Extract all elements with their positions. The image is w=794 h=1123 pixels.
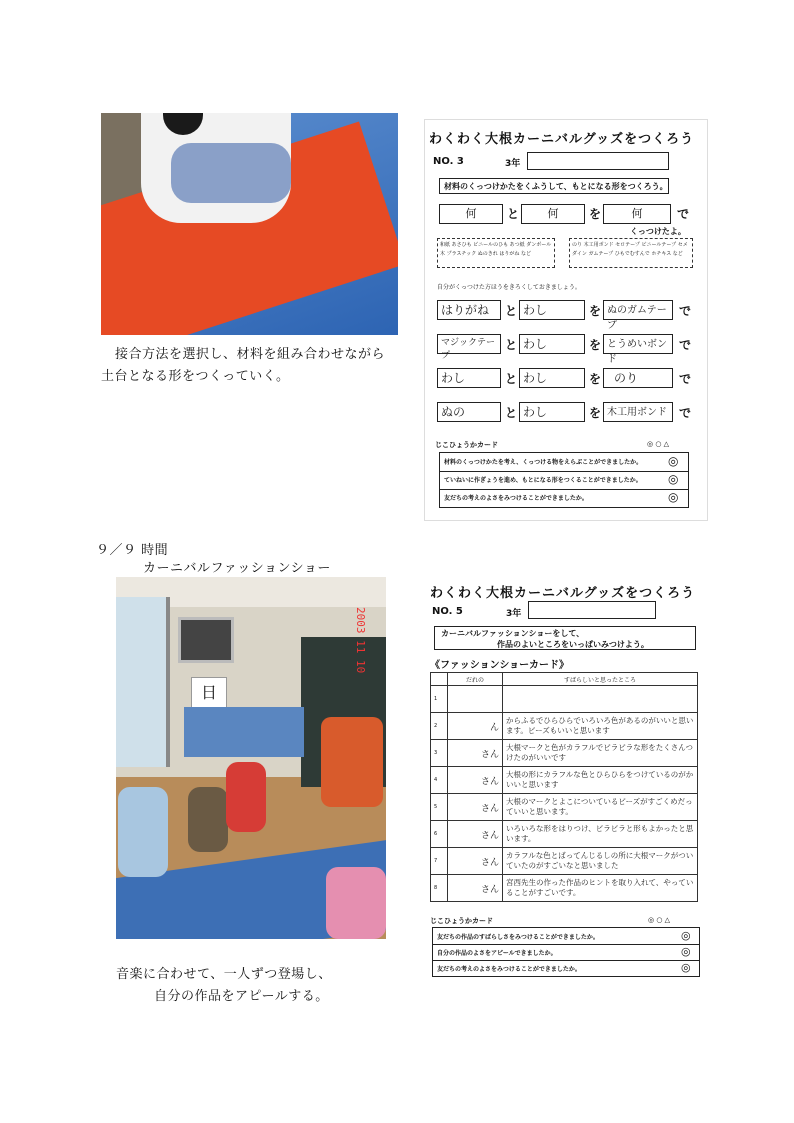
instruction-box: 材料のくっつけかたをくふうして、もとになる形をつくろう。 <box>439 178 669 194</box>
header-what-3: 何 <box>603 204 671 224</box>
header-what-2: 何 <box>521 204 585 224</box>
row-text: 大根マークと色がカラフルでビラビラな形をたくさんつけたのがいいです <box>503 740 698 767</box>
answer-row <box>437 300 699 331</box>
conn-de: で <box>679 338 692 352</box>
row-text: 大根の形にカラフルな色とひらひらをつけているのがかいいと思います <box>503 767 698 794</box>
answer-row <box>437 368 699 390</box>
caption-line: 音楽に合わせて、一人ずつ登場し、 <box>116 967 332 982</box>
worksheet-title: わくわく大根カーニバルグッズをつくろう <box>429 132 695 147</box>
instruction-line: 作品のよいところをいっぱいみつけよう。 <box>497 640 649 649</box>
eval-row <box>433 960 699 976</box>
col-who: だれの <box>448 673 503 686</box>
answer-c: 木工用ボンド <box>603 402 673 422</box>
row-number: 7 <box>431 848 448 875</box>
answer-a: はりがね <box>437 300 501 320</box>
row-who: ん <box>448 713 503 740</box>
conn-to: と <box>505 372 518 386</box>
row-text: いろいろな形をはりつけ、ビラビラと形もよかったと思います。 <box>503 821 698 848</box>
worksheet-title: わくわく大根カーニバルグッズをつくろう <box>430 586 696 601</box>
instruction-line: カーニバルファッションショーをして、 <box>441 629 585 638</box>
eval-mark: ◎ <box>681 945 691 958</box>
table-row <box>431 875 698 902</box>
row-text <box>503 686 698 713</box>
row-who <box>448 686 503 713</box>
eval-text: 自分の作品のよさをアピールできましたか。 <box>437 950 557 957</box>
row-who: さん <box>448 848 503 875</box>
caption-show <box>116 964 332 1008</box>
answer-c: のり <box>603 368 673 388</box>
show-card-table <box>430 672 698 902</box>
row-number: 1 <box>431 686 448 713</box>
header-to: と <box>507 207 520 221</box>
conn-to: と <box>505 338 518 352</box>
header-what-1: 何 <box>439 204 503 224</box>
header-note: くっつけたよ。 <box>630 227 686 236</box>
row-number: 6 <box>431 821 448 848</box>
row-text: 宮西先生の作った作品のヒントを取り入れて、やっていることがすごいです。 <box>503 875 698 902</box>
header-de: で <box>677 207 690 221</box>
eval-title: じこひょうかカード <box>430 917 493 925</box>
row-number: 8 <box>431 875 448 902</box>
row-who: さん <box>448 794 503 821</box>
eval-table <box>439 452 689 508</box>
instruction-box <box>434 626 696 650</box>
section-date: ９／９ 時間 <box>96 543 169 558</box>
eval-mark: ◎ <box>668 454 679 468</box>
row-who: さん <box>448 767 503 794</box>
answer-a: わし <box>437 368 501 388</box>
table-row <box>431 848 698 875</box>
table-row <box>431 794 698 821</box>
eval-text: 友だちの考えのよさをみつけることができましたか。 <box>437 966 581 973</box>
conn-wo: を <box>589 304 602 318</box>
worksheet-no5 <box>428 580 704 980</box>
eval-text: 材料のくっつけかたを考え、くっつける物をえらぶことができましたか。 <box>444 459 643 466</box>
caption-line: 土台となる形をつくっていく。 <box>101 369 290 384</box>
row-text: からふるでひらひらでいろいろ色があるのがいいと思います。ビーズもいいと思います <box>503 713 698 740</box>
eval-title: じこひょうかカード <box>435 441 498 449</box>
date-stamp: 2003 11 10 <box>354 607 367 674</box>
answer-row <box>437 334 699 365</box>
conn-wo: を <box>589 372 602 386</box>
eval-row <box>440 489 688 507</box>
write-note: 自分がくっつけた方ほうをきろくしておきましょう。 <box>437 284 581 291</box>
table-header-row <box>431 673 698 686</box>
row-number: 2 <box>431 713 448 740</box>
answer-a: マジックテープ <box>437 334 501 354</box>
eval-marks: ◎ ○ △ <box>647 440 670 448</box>
answer-b: わし <box>519 334 585 354</box>
row-text: 大根のマークとよこについているビーズがすごくめだっていいと思います。 <box>503 794 698 821</box>
eval-text: 友だちの作品のすばらしさをみつけることができましたか。 <box>437 934 599 941</box>
eval-table <box>432 927 700 977</box>
eval-row <box>433 944 699 961</box>
adhesives-list: のり 木工用ボンド セロテープ ビニールテープ セメダイン ガムテープ ひもでむすんで ホチキス など <box>569 238 693 268</box>
worksheet-number: NO. 5 <box>432 606 463 617</box>
eval-row <box>440 453 688 472</box>
answer-c: ぬのガムテープ <box>603 300 673 320</box>
answer-rows <box>437 300 699 450</box>
row-who: さん <box>448 821 503 848</box>
conn-de: で <box>679 372 692 386</box>
header-wo: を <box>589 207 602 221</box>
eval-mark: ◎ <box>681 961 691 974</box>
materials-list: 和紙 あさひも ビニールのひも あつ紙 ダンボール 木 プラスチック ぬのきれ はりがね など <box>437 238 555 268</box>
conn-wo: を <box>589 338 602 352</box>
photo-building-base <box>101 113 398 335</box>
row-number: 3 <box>431 740 448 767</box>
row-who: さん <box>448 740 503 767</box>
answer-b: わし <box>519 300 585 320</box>
row-number: 4 <box>431 767 448 794</box>
eval-mark: ◎ <box>681 929 691 942</box>
worksheet-number: NO. 3 <box>433 156 464 167</box>
eval-row <box>433 928 699 945</box>
caption-building <box>101 344 385 388</box>
section-title: カーニバルファッションショー <box>143 561 331 576</box>
grade-label: 3年 <box>506 609 522 619</box>
name-field <box>528 601 656 619</box>
name-field <box>527 152 669 170</box>
row-number: 5 <box>431 794 448 821</box>
conn-wo: を <box>589 406 602 420</box>
table-row <box>431 740 698 767</box>
caption-line: 接合方法を選択し、材料を組み合わせながら <box>115 347 386 362</box>
table-row <box>431 821 698 848</box>
eval-marks: ◎ ○ △ <box>648 916 671 924</box>
caption-line: 自分の作品をアピールする。 <box>154 989 329 1004</box>
worksheet-no3 <box>424 119 708 521</box>
sign-card: 日 <box>191 677 227 709</box>
eval-mark: ◎ <box>668 490 679 504</box>
col-good-points: すばらしいと思ったところ <box>503 673 698 686</box>
answer-c: とうめいボンド <box>603 334 673 354</box>
row-who: さん <box>448 875 503 902</box>
conn-de: で <box>679 304 692 318</box>
answer-a: ぬの <box>437 402 501 422</box>
table-row <box>431 767 698 794</box>
eval-text: ていねいに作ぎょうを進め、もとになる形をつくることができましたか。 <box>444 477 642 484</box>
eval-mark: ◎ <box>668 472 679 486</box>
conn-to: と <box>505 304 518 318</box>
table-row <box>431 686 698 713</box>
row-text: カラフルな色とばってんじるしの所に大根マークがついていたのがすごいなと思いました <box>503 848 698 875</box>
eval-text: 友だちの考えのよさをみつけることができましたか。 <box>444 495 588 502</box>
table-row <box>431 713 698 740</box>
card-title: 《ファッションショーカード》 <box>430 660 569 671</box>
grade-label: 3年 <box>505 159 521 169</box>
conn-de: で <box>679 406 692 420</box>
eval-row <box>440 471 688 490</box>
answer-row <box>437 402 699 424</box>
answer-b: わし <box>519 402 585 422</box>
photo-fashion-show <box>116 577 386 939</box>
conn-to: と <box>505 406 518 420</box>
answer-b: わし <box>519 368 585 388</box>
